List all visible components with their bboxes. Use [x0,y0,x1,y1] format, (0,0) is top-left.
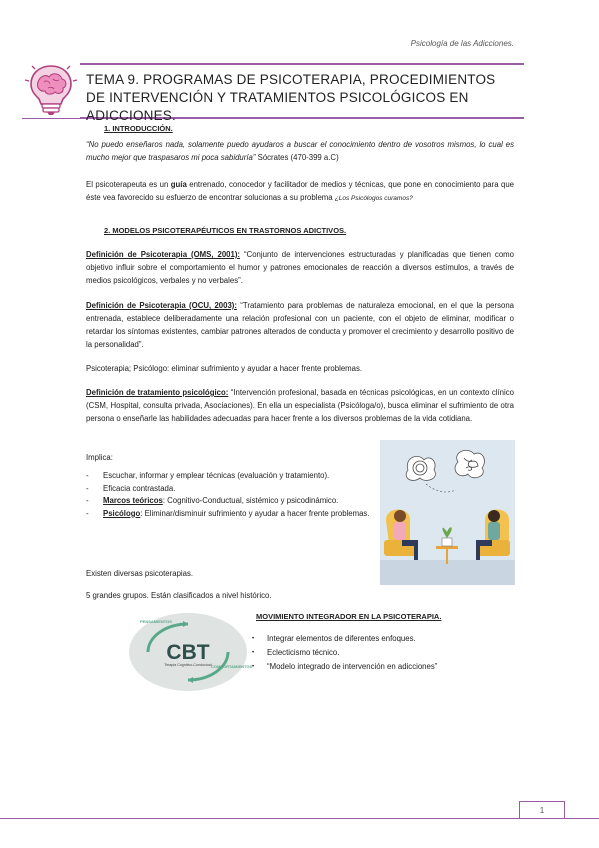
definition-ocu-label: Definición de Psicoterapia (OCU, 2003): [86,301,237,310]
cbt-subtitle: Terapia Cognitivo-Conductual [164,663,212,667]
section-2-heading: 2. MODELOS PSICOTERAPÉUTICOS EN TRASTORNOS ADICTIVOS. [104,226,347,235]
list-item [86,495,372,508]
list-item-text: Eficacia contrastada. [103,483,176,493]
cbt-diagram [128,612,253,692]
brain-bulb-icon [22,60,80,118]
list-item [86,483,372,496]
existen-line: Existen diversas psicoterapias. [86,569,194,578]
running-header: Psicología de las Adicciones. [410,39,514,48]
cbt-center-label: CBT [166,641,210,664]
intro-question: ¿Los Psicólogos curamos? [334,195,413,202]
cbt-label-thoughts: PENSAMIENTOS [140,619,172,624]
definition-ocu-text: “Tratamiento para problemas de naturaleza emocional, en el que la persona entrenada, establece deliberadamente una relación profesional con un paciente, con el objeto de eliminar, modificar o retardar los síntomas existentes, cambiar patrones alterados de conducta y promover el crecimiento y desarrollo positivo de la personalidad”. [86,301,514,349]
list-item-text: Escuchar, informar y emplear técnicas (evaluación y tratamiento). [103,471,330,480]
socrates-quote [86,138,514,164]
list-item-text: : Eliminar/disminuir sufrimiento y ayudar a hacer frente problemas. [140,508,370,518]
page-title: TEMA 9. PROGRAMAS DE PSICOTERAPIA, PROCEDIMIENTOS DE INTERVENCIÓN Y TRATAMIENTOS PSICOLÓGICOS EN ADICCIONES. [86,72,496,123]
cbt-label-behaviours: COMPORTAMIENTOS [211,664,253,669]
definition-ocu [86,299,514,351]
definition-tratamiento-label: Definición de tratamiento psicológico: [86,388,229,397]
quote-text: “No puedo enseñaros nada, solamente puedo ayudaros a buscar el conocimiento dentro de vosotros mismos, lo cual es mucho mejor que traspasaros mi poca sabiduría” [86,140,514,162]
movimiento-list [252,632,514,674]
definition-tratamiento-text: “Intervención profesional, basada en técnicas psicológicas, en un contexto clínico (CSM, Hospital, consulta privada, Asociaciones). En ella un especialista (Psicóloga/o), busca eliminar el sufrimiento de otra persona o enseñarle las habilidades adecuadas para hacer frente a los diversos problemas de la vida cotidiana. [86,388,514,423]
list-item-bold: Marcos teóricos [103,496,163,505]
section-1-heading: 1. INTRODUCCIÓN. [104,124,173,133]
list-item: • Integrar elementos de diferentes enfoques. [252,632,514,646]
list-item [86,470,372,483]
implica-list [86,470,372,520]
list-item-bold: Psicólogo [103,508,141,518]
intro-text-b: entrenado, conocedor y facilitador de medios y técnicas, que pone en conocimiento para que éste vea favorecido su esfuerzo de encontrar solucionas a su problema [86,180,515,202]
intro-bold: guía [170,180,187,189]
intro-text-a: El psicoterapeuta es un [86,180,171,189]
intro-paragraph [86,178,514,205]
list-item: • Eclecticismo técnico. [252,646,514,660]
grupos-line: 5 grandes grupos. Están clasificados a nivel histórico. [86,591,272,600]
movimiento-heading: MOVIMIENTO INTEGRADOR EN LA PSICOTERAPIA. [256,612,442,621]
page-number: 1 [519,801,565,819]
quote-author: Sócrates (470-399 a.C) [255,153,339,162]
definition-tratamiento [86,386,514,425]
list-item [86,508,372,521]
definition-oms [86,248,514,287]
implica-label: Implica: [86,453,113,462]
therapy-session-illustration [380,440,515,585]
definition-oms-label: Definición de Psicoterapia (OMS, 2001): [86,250,241,259]
psicoterapia-line: Psicoterapia; Psicólogo: eliminar sufrimiento y ayudar a hacer frente problemas. [86,364,363,373]
footer-rule [0,818,599,819]
list-item-text: : Cognitivo-Conductual, sistémico y psicodinámico. [162,496,339,505]
definition-oms-text: “Conjunto de intervenciones estructuradas y planificadas que tienen como objetivo influir sobre el comportamiento el humor y patrones emocionales de reacción a diversos estímulos, a través de medios psicológicos, verbales y no verbales”. [86,250,514,285]
list-item: • “Modelo integrado de intervención en adicciones” [252,660,514,674]
